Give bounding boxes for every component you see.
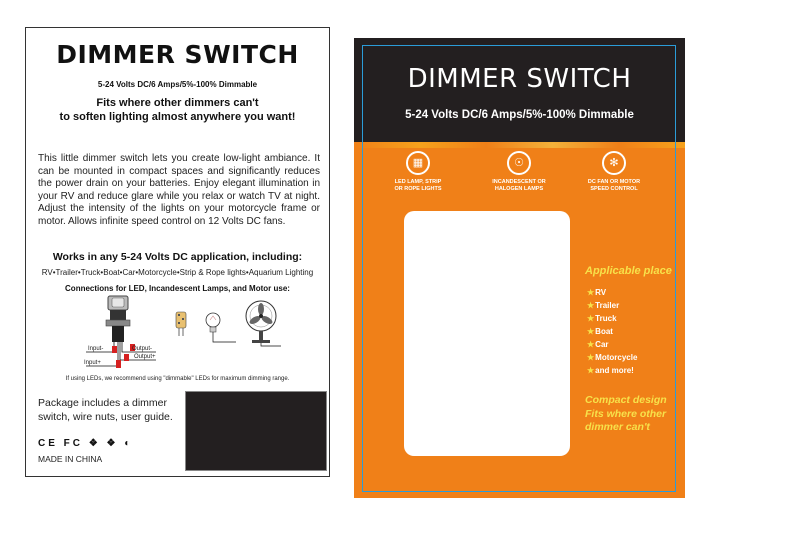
bulb-icon: ☉	[507, 151, 531, 175]
feature-fan	[564, 151, 664, 193]
place-item: ★Car	[587, 340, 609, 349]
dimmer-knob-icon	[106, 296, 130, 342]
place-item: ★RV	[587, 288, 607, 297]
applicable-heading: Applicable place	[585, 265, 672, 277]
star-icon: ★	[587, 327, 595, 336]
left-description: This little dimmer switch lets you create low-light ambiance. It can be mounted in compact spaces and significantly reduces the power drain on your batteries. Enjoy elegant illumination in your RV and reduce glare while you relax or watch TV at night. Adjust the intensity of the lights on your motorcycle frame or motor. Allows infinite speed control on 12 Volts DC fans.	[38, 153, 320, 227]
output-minus-label: Output-	[132, 346, 153, 352]
works-heading: Works in any 5-24 Volts DC application, including:	[52, 251, 303, 263]
star-icon: ★	[587, 301, 595, 310]
star-icon: ★	[587, 314, 595, 323]
star-icon: ★	[587, 340, 595, 349]
star-icon: ★	[587, 366, 595, 375]
fan-icon	[246, 301, 281, 346]
place-item: ★Motorcycle	[587, 353, 638, 362]
place-item: ★Trailer	[587, 301, 620, 310]
package-line-1: Package includes a dimmer	[38, 397, 167, 409]
left-tagline-line-1: Fits where other dimmers can't	[96, 97, 259, 109]
feature-led-label: LED LAMP, STRIP OR ROPE LIGHTS	[394, 179, 442, 192]
applicable-places-list	[587, 286, 637, 377]
made-in-label: MADE IN CHINA	[38, 454, 103, 464]
input-minus-label: Input-	[88, 346, 104, 352]
feature-incandescent	[469, 151, 569, 193]
package-line-2: switch, wire nuts, user guide.	[38, 411, 173, 423]
led-recommendation: If using LEDs, we recommend using "dimmable" LEDs for maximum dimming range.	[65, 376, 290, 382]
connections-heading: Connections for LED, Incandescent Lamps, and Motor use:	[65, 284, 290, 293]
package-contents	[38, 396, 188, 424]
place-item: ★Truck	[587, 314, 617, 323]
star-icon: ★	[587, 288, 595, 297]
header-stripe	[354, 142, 685, 148]
incandescent-bulb-icon	[206, 313, 236, 342]
wiring-diagram	[76, 294, 286, 374]
output-plus-label: Output+	[134, 354, 156, 360]
feature-led	[368, 151, 468, 193]
place-item: ★and more!	[587, 366, 634, 375]
product-window	[404, 211, 570, 456]
compact-design-note: Compact design Fits where other dimmer can't	[585, 394, 667, 433]
star-icon: ★	[587, 353, 595, 362]
product-window-placeholder	[185, 391, 327, 471]
left-title: DIMMER SWITCH	[56, 40, 299, 69]
left-spec: 5-24 Volts DC/6 Amps/5%-100% Dimmable	[97, 80, 258, 89]
right-title: DIMMER SWITCH	[407, 64, 632, 94]
led-strip-icon: ▦	[406, 151, 430, 175]
left-tagline	[26, 96, 329, 124]
fan-icon: ✻	[602, 151, 626, 175]
left-tagline-line-2: to soften lighting almost anywhere you want!	[59, 111, 296, 123]
applications-list: RV•Trailer•Truck•Boat•Car•Motorcycle•Strip & Rope lights•Aquarium Lighting	[41, 268, 314, 277]
feature-fan-label: DC FAN OR MOTOR SPEED CONTROL	[587, 179, 641, 192]
right-package-panel	[354, 38, 685, 498]
place-item: ★Boat	[587, 327, 613, 336]
right-header	[354, 38, 685, 142]
led-bulb-icon	[176, 312, 186, 336]
certification-marks: CE FC ❖ ❖ ◐	[38, 438, 134, 449]
right-spec: 5-24 Volts DC/6 Amps/5%-100% Dimmable	[405, 109, 634, 121]
feature-incandescent-label: INCANDESCENT OR HALOGEN LAMPS	[492, 179, 546, 192]
left-package-panel	[25, 27, 330, 477]
input-plus-label: Input+	[84, 360, 101, 366]
